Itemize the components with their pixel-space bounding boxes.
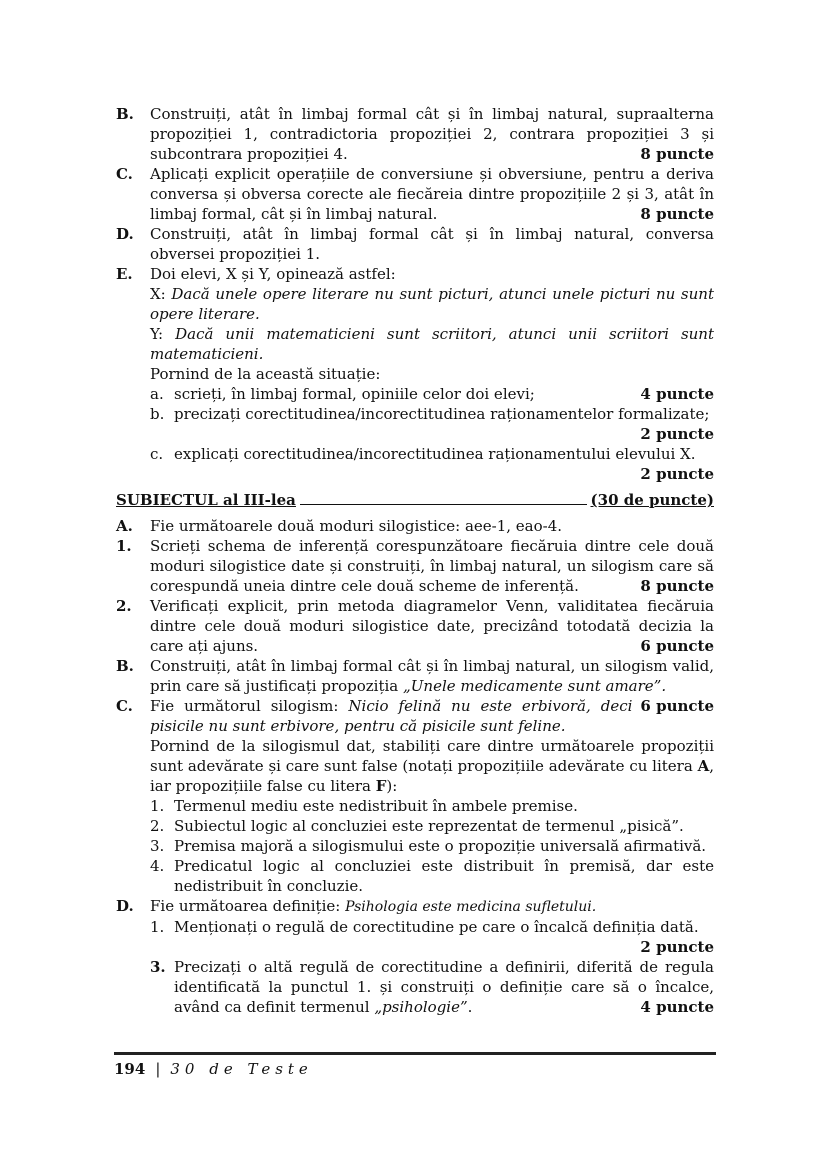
page-number: 194 (114, 1060, 146, 1078)
statement-item (150, 816, 714, 836)
item-label: B. (116, 105, 134, 123)
points-badge: 2 puncte (640, 425, 714, 443)
statement-text: Predicatul logic al concluziei este distribuit în premisă, dar este nedistribuit în concluzie. (174, 857, 714, 895)
subitem-text: precizați corectitudinea/incorectitudinea raționamentelor formalizate; (174, 405, 710, 423)
opinion-y-prefix: Y: (150, 325, 176, 343)
opinion-x-prefix: X: (150, 285, 172, 303)
item-2e (116, 264, 714, 484)
item-label: E. (116, 265, 133, 283)
footer-separator: | (155, 1060, 161, 1078)
instructions-part: , iar propozițiile false cu litera (150, 757, 714, 795)
points-badge: 4 puncte (640, 998, 714, 1016)
item-text: Aplicați explicit operațiile de conversiune și obversiune, pentru a deriva conversa și obversa corecte ale fiecăreia dintre propozițiile 2 și 3, atât în limbaj formal, cât și în limbaj natural. (150, 165, 714, 223)
item-3c (116, 696, 714, 896)
book-title: 30 de Teste (170, 1060, 313, 1078)
subitem-label: 3. (150, 958, 166, 976)
letter-a: A (697, 757, 710, 775)
item-text: Scrieți schema de inferență corespunzătoare fiecăruia dintre cele două moduri silogistice date și construiți, în limbaj natural, un silogism care să corespundă uneia dintre cele două scheme de inferență. (150, 537, 714, 595)
syllogism-text: Nicio felină nu este erbivoră, deci pisicile nu sunt erbivore, pentru că pisicile sunt feline. (150, 697, 633, 735)
instructions-part: Pornind de la silogismul dat, stabiliți care dintre următoarele propoziții sunt adevărate și care sunt false (notați propozițiile adevărate cu litera (150, 737, 714, 775)
item-label: 1. (116, 537, 132, 555)
statement-item (150, 856, 714, 896)
statement-text: Premisa majoră a silogismului este o propoziție universală afirmativă. (174, 837, 707, 855)
statement-text: Subiectul logic al concluziei este reprezentat de termenul „pisică”. (174, 817, 684, 835)
footer-divider (114, 1052, 716, 1055)
subitem-text: scrieți, în limbaj formal, opiniile celor doi elevi; (174, 385, 535, 403)
points-badge: 8 puncte (640, 577, 714, 595)
subitem-d1 (150, 917, 714, 957)
item-label: C. (116, 165, 133, 183)
subitem-text: explicați corectitudinea/incorectitudinea raționamentului elevului X. (174, 445, 696, 463)
statement-text: Termenul mediu este nedistribuit în ambele premise. (174, 797, 578, 815)
item-3d (116, 896, 714, 1017)
item-text: Construiți, atât în limbaj formal cât și în limbaj natural, conversa obversei propoziției 1. (150, 225, 714, 263)
item-label: A. (116, 517, 133, 535)
item-2b (116, 104, 714, 164)
subitem-text: Precizați o altă regulă de corectitudine a definirii, diferită de regula identificată la punctul 1. și construiți o definiție care să o încalce, având ca definit termenul (174, 958, 714, 1016)
points-badge: 8 puncte (640, 145, 714, 163)
subitem-label: a. (150, 385, 164, 403)
statement-item (150, 836, 714, 856)
subitem-label: c. (150, 445, 164, 463)
definition-text: Psihologia este medicina sufletului. (345, 899, 597, 915)
subitem-label: b. (150, 405, 165, 423)
subitem-c (150, 444, 714, 484)
opinion-y-text: Dacă unii matematicieni sunt scriitori, atunci unii scriitori sunt matematicieni. (150, 325, 714, 363)
instructions (150, 736, 714, 796)
item-quote: „Unele medicamente sunt amare”. (403, 677, 667, 695)
statement-label: 3. (150, 837, 165, 855)
item-label: 2. (116, 597, 132, 615)
subitem-label: 1. (150, 918, 165, 936)
section-rule (300, 490, 587, 505)
points-badge: 6 puncte (640, 697, 714, 715)
item-3a2 (116, 596, 714, 656)
defined-term: „psihologie” (374, 998, 468, 1016)
item-text: Construiți, atât în limbaj formal cât și în limbaj natural, un silogism valid, prin care să justificați propoziția (150, 657, 714, 695)
subitem-a (150, 384, 714, 404)
item-text: Fie următoarea definiție: (150, 897, 346, 915)
instructions-part: ): (386, 777, 398, 795)
page-content (116, 104, 714, 1017)
item-2d (116, 224, 714, 264)
item-text: Verificați explicit, prin metoda diagramelor Venn, validitatea fiecăruia dintre cele două moduri silogistice date, precizând totodată decizia la care ați ajuns. (150, 597, 714, 655)
points-badge: 8 puncte (640, 205, 714, 223)
item-3a1 (116, 536, 714, 596)
item-label: C. (116, 697, 133, 715)
statement-item (150, 796, 714, 816)
points-badge: 2 puncte (640, 465, 714, 483)
page-footer (114, 1060, 313, 1078)
item-text: Doi elevi, X și Y, opinează astfel: (150, 265, 396, 283)
opinion-x-text: Dacă unele opere literare nu sunt picturi, atunci unele picturi nu sunt opere literare. (150, 285, 714, 323)
opinion-x (150, 284, 714, 324)
letter-f: F (375, 777, 387, 795)
item-label: B. (116, 657, 134, 675)
subitem-tail: . (467, 998, 473, 1016)
item-label: D. (116, 225, 134, 243)
points-badge: 2 puncte (640, 938, 714, 956)
subitem-b (150, 404, 714, 444)
section-points: (30 de puncte) (590, 491, 714, 509)
subitem-d3 (150, 957, 714, 1017)
item-2c (116, 164, 714, 224)
item-text: Fie următorul silogism: (150, 697, 349, 715)
opinion-y (150, 324, 714, 364)
item-text: Construiți, atât în limbaj formal cât și în limbaj natural, supraalterna propoziției 1, contradictoria propoziției 2, contrara propoziției 3 și subcontrara propoziției 4. (150, 105, 714, 163)
context-text: Pornind de la această situație: (150, 365, 381, 383)
item-text: Fie următoarele două moduri silogistice: aee-1, eao-4. (150, 517, 563, 535)
statement-label: 1. (150, 797, 165, 815)
section-header (116, 490, 714, 510)
statement-label: 4. (150, 857, 165, 875)
section-title: SUBIECTUL al III-lea (116, 491, 296, 509)
subitem-text: Menționați o regulă de corectitudine pe care o încalcă definiția dată. (174, 918, 699, 936)
item-label: D. (116, 897, 134, 915)
points-badge: 6 puncte (640, 637, 714, 655)
points-badge: 4 puncte (640, 385, 714, 403)
statement-label: 2. (150, 817, 165, 835)
item-3a (116, 516, 714, 536)
